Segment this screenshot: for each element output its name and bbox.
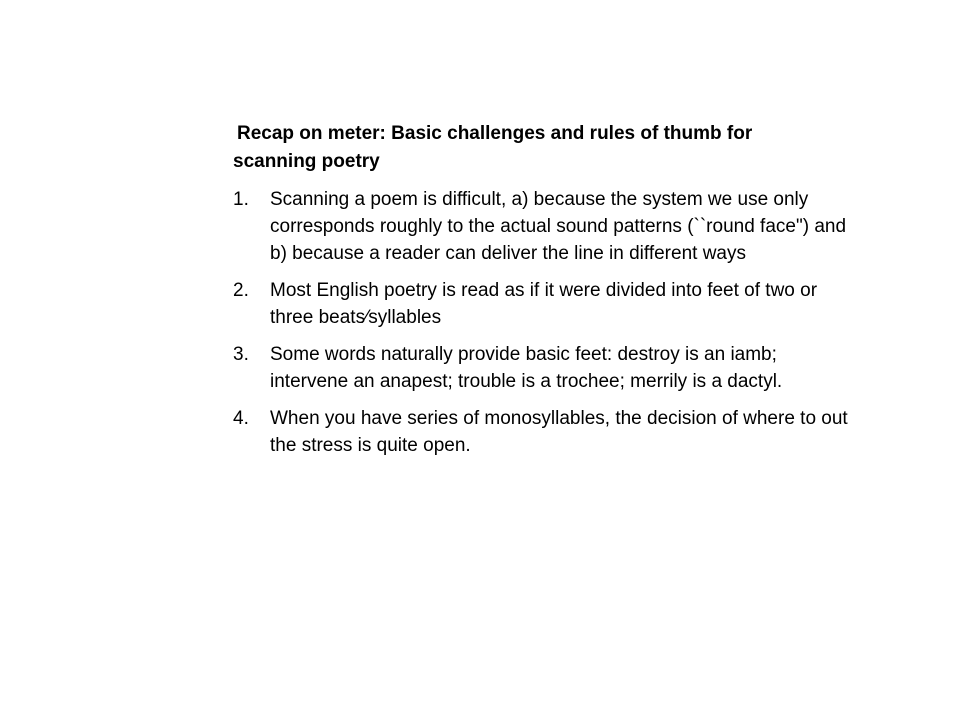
- list-item-number: 4.: [233, 408, 249, 429]
- slide-title-line1: Recap on meter: Basic challenges and rules of thumb for: [237, 123, 753, 144]
- points-list: [233, 186, 858, 459]
- list-item: [233, 277, 858, 331]
- list-item-text: When you have series of monosyllables, the decision of where to out the stress is quite open.: [270, 408, 848, 456]
- list-item: [233, 186, 858, 267]
- list-item-number: 1.: [233, 189, 249, 210]
- list-item-text: Some words naturally provide basic feet: destroy is an iamb; intervene an anapest; trouble is a trochee; merrily is a dactyl.: [270, 344, 783, 392]
- list-item: [233, 405, 858, 459]
- list-item: [233, 341, 858, 395]
- list-item-number: 3.: [233, 344, 249, 365]
- list-item-text: Most English poetry is read as if it were divided into feet of two or three beats⁄syllables: [270, 280, 818, 328]
- slide-title: [233, 120, 858, 176]
- list-item-text: Scanning a poem is difficult, a) because the system we use only corresponds roughly to the actual sound patterns (``round face") and b) because a reader can deliver the line in different ways: [270, 189, 847, 264]
- list-item-number: 2.: [233, 280, 249, 301]
- slide-title-line2: scanning poetry: [233, 151, 380, 172]
- slide-content: [233, 120, 858, 469]
